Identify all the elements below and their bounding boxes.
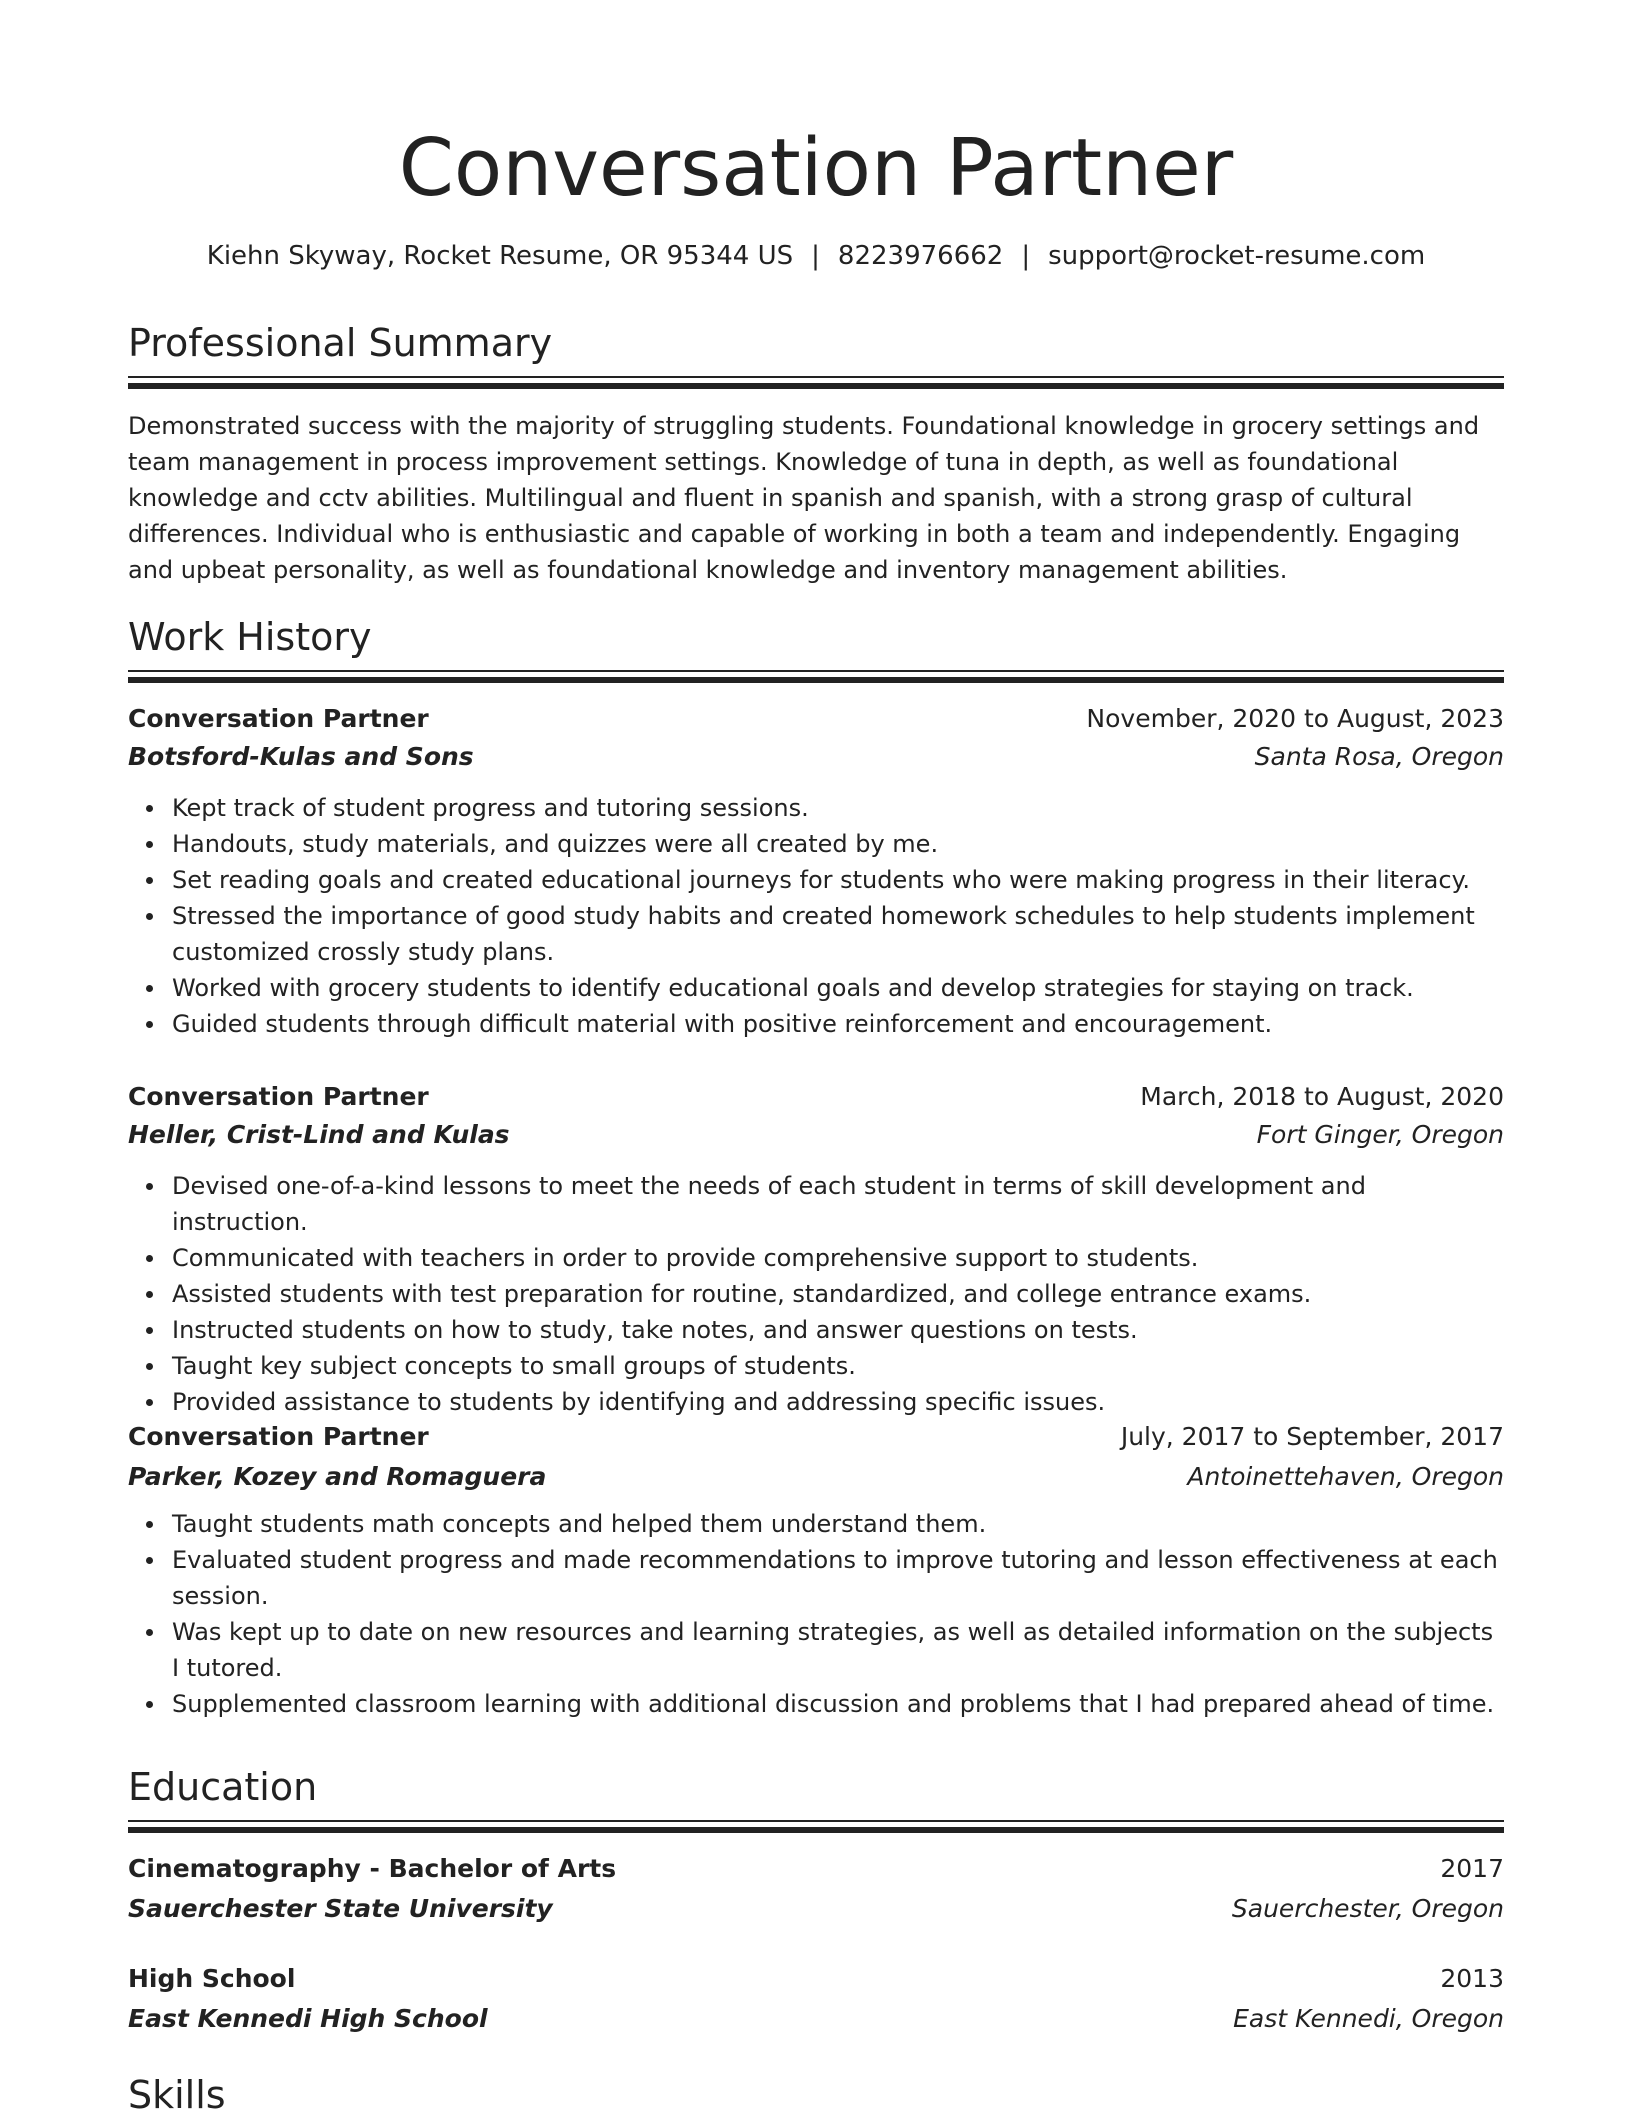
education-header-row [128, 1960, 1504, 1998]
job-entry [128, 1078, 1504, 1420]
section-title-skills: Skills [128, 2073, 226, 2117]
education-school: East Kennedi High School [128, 2004, 488, 2033]
job-entry [128, 700, 1504, 1042]
job-bullet: Kept track of student progress and tutoring sessions. [128, 790, 1504, 826]
job-dates: November, 2020 to August, 2023 [1086, 704, 1504, 733]
contact-phone: 8223976662 [837, 241, 1004, 271]
job-header-row [128, 1418, 1504, 1456]
job-bullet: Supplemented classroom learning with additional discussion and problems that I had prepared ahead of time. [128, 1686, 1504, 1722]
job-bullet: Worked with grocery students to identify educational goals and develop strategies for staying on track. [128, 970, 1504, 1006]
job-bullet: Instructed students on how to study, take notes, and answer questions on tests. [128, 1312, 1504, 1348]
job-bullets [128, 790, 1504, 1042]
job-bullet: Guided students through difficult material with positive reinforcement and encouragement. [128, 1006, 1504, 1042]
job-bullet: Handouts, study materials, and quizzes were all created by me. [128, 826, 1504, 862]
job-title: Conversation Partner [128, 1082, 429, 1111]
education-year: 2017 [1440, 1854, 1504, 1883]
contact-address: Kiehn Skyway, Rocket Resume, OR 95344 US [206, 241, 794, 271]
job-location: Antoinettehaven, Oregon [1187, 1462, 1504, 1491]
education-header-row [128, 1850, 1504, 1888]
education-year: 2013 [1440, 1964, 1504, 1993]
education-location: East Kennedi, Oregon [1233, 2004, 1504, 2033]
education-degree: Cinematography - Bachelor of Arts [128, 1854, 617, 1883]
section-title-work-history: Work History [128, 615, 372, 659]
education-location: Sauerchester, Oregon [1231, 1894, 1504, 1923]
summary-text: Demonstrated success with the majority of struggling students. Foundational knowledge in grocery settings and team management in process improvement settings. Knowledge of tuna in depth, as well as foundational knowledge and cctv abilities. Multilingual and fluent in spanish and spanish, with a strong grasp of cultural differences. Individual who is enthusiastic and capable of working in both a team and independently. Engaging and upbeat personality, as well as foundational knowledge and inventory management abilities. [128, 412, 1480, 584]
job-company: Botsford-Kulas and Sons [128, 742, 474, 771]
job-bullets [128, 1506, 1504, 1722]
job-bullet: Set reading goals and created educational journeys for students who were making progress in their literacy. [128, 862, 1504, 898]
contact-email: support@rocket-resume.com [1048, 241, 1426, 271]
job-dates: July, 2017 to September, 2017 [1120, 1422, 1504, 1451]
education-school-row [128, 2000, 1504, 2038]
contact-separator: | [811, 241, 820, 271]
education-degree: High School [128, 1964, 296, 1993]
job-company-row [128, 738, 1504, 776]
education-entry [128, 1960, 1504, 2038]
job-bullet: Taught key subject concepts to small groups of students. [128, 1348, 1504, 1384]
education-school-row [128, 1890, 1504, 1928]
job-bullet: Provided assistance to students by identifying and addressing specific issues. [128, 1384, 1504, 1420]
contact-separator: | [1021, 241, 1031, 271]
job-company: Parker, Kozey and Romaguera [128, 1462, 547, 1491]
section-title-education: Education [128, 1765, 318, 1809]
job-entry [128, 1418, 1504, 1722]
job-company: Heller, Crist-Lind and Kulas [128, 1120, 510, 1149]
job-dates: March, 2018 to August, 2020 [1140, 1082, 1504, 1111]
job-bullet: Taught students math concepts and helped them understand them. [128, 1506, 1504, 1542]
section-title-summary: Professional Summary [128, 321, 553, 365]
job-bullet: Devised one-of-a-kind lessons to meet the needs of each student in terms of skill development and instruction. [128, 1168, 1504, 1240]
education-school: Sauerchester State University [128, 1894, 553, 1923]
job-bullet: Evaluated student progress and made recommendations to improve tutoring and lesson effectiveness at each session. [128, 1542, 1504, 1614]
section-divider [128, 670, 1504, 682]
education-entry [128, 1850, 1504, 1928]
section-divider [128, 376, 1504, 388]
contact-line [128, 238, 1504, 274]
job-header-row [128, 700, 1504, 738]
job-title: Conversation Partner [128, 704, 429, 733]
job-bullet: Stressed the importance of good study habits and created homework schedules to help students implement customized crossly study plans. [128, 898, 1504, 970]
job-location: Fort Ginger, Oregon [1256, 1120, 1504, 1149]
job-location: Santa Rosa, Oregon [1254, 742, 1504, 771]
job-bullet: Assisted students with test preparation for routine, standardized, and college entrance exams. [128, 1276, 1504, 1312]
section-divider [128, 1820, 1504, 1832]
job-bullets [128, 1168, 1504, 1420]
job-bullet: Was kept up to date on new resources and learning strategies, as well as detailed information on the subjects I tutored. [128, 1614, 1504, 1686]
job-company-row [128, 1458, 1504, 1496]
resume-name: Conversation Partner [398, 122, 1234, 214]
job-bullet: Communicated with teachers in order to provide comprehensive support to students. [128, 1240, 1504, 1276]
job-title: Conversation Partner [128, 1422, 429, 1451]
job-header-row [128, 1078, 1504, 1116]
job-company-row [128, 1116, 1504, 1154]
